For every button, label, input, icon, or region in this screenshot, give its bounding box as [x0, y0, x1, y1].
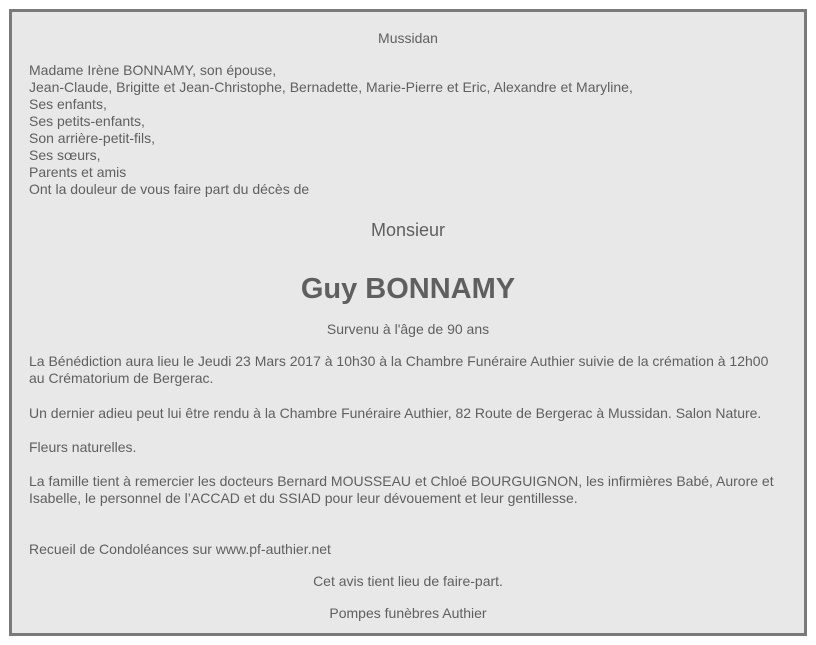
condolences-paragraph: Recueil de Condoléances sur www.pf-authier.net	[29, 541, 331, 557]
family-line: Ses sœurs,	[29, 147, 101, 163]
family-list	[29, 62, 787, 198]
family-line: Parents et amis	[29, 164, 127, 180]
age-statement: Survenu à l'âge de 90 ans	[326, 321, 490, 337]
thanks-paragraph: La famille tient à remercier les docteurs Bernard MOUSSEAU et Chloé BOURGUIGNON, les infirmières Babé, Aurore et Isabelle, le personnel de l’ACCAD et du SSIAD pour leur dévouement et leur gentillesse.	[29, 473, 774, 506]
family-line: Ont la douleur de vous faire part du décès de	[29, 181, 310, 197]
family-line: Son arrière-petit-fils,	[29, 130, 156, 146]
obituary-content	[29, 12, 787, 633]
ceremony-paragraph: La Bénédiction aura lieu le Jeudi 23 Mars 2017 à 10h30 à la Chambre Funéraire Authier suivie de la crémation à 12h00 au Crématorium de Bergerac.	[29, 353, 769, 386]
family-line: Ses petits-enfants,	[29, 113, 145, 129]
family-line: Madame Irène BONNAMY, son épouse,	[29, 62, 277, 78]
family-line: Ses enfants,	[29, 96, 107, 112]
farewell-paragraph: Un dernier adieu peut lui être rendu à la Chambre Funéraire Authier, 82 Route de Bergerac à Mussidan. Salon Nature.	[29, 405, 762, 421]
family-line: Jean-Claude, Brigitte et Jean-Christophe, Bernadette, Marie-Pierre et Eric, Alexandre et Maryline,	[29, 79, 633, 95]
flowers-paragraph: Fleurs naturelles.	[29, 439, 137, 455]
notice-footer: Cet avis tient lieu de faire-part.	[313, 573, 503, 589]
deceased-title: Monsieur	[370, 220, 446, 240]
deceased-name: Guy BONNAMY	[300, 273, 516, 305]
funeral-home-name: Pompes funèbres Authier	[329, 605, 487, 621]
obituary-card	[9, 9, 807, 636]
location-heading: Mussidan	[378, 30, 438, 46]
